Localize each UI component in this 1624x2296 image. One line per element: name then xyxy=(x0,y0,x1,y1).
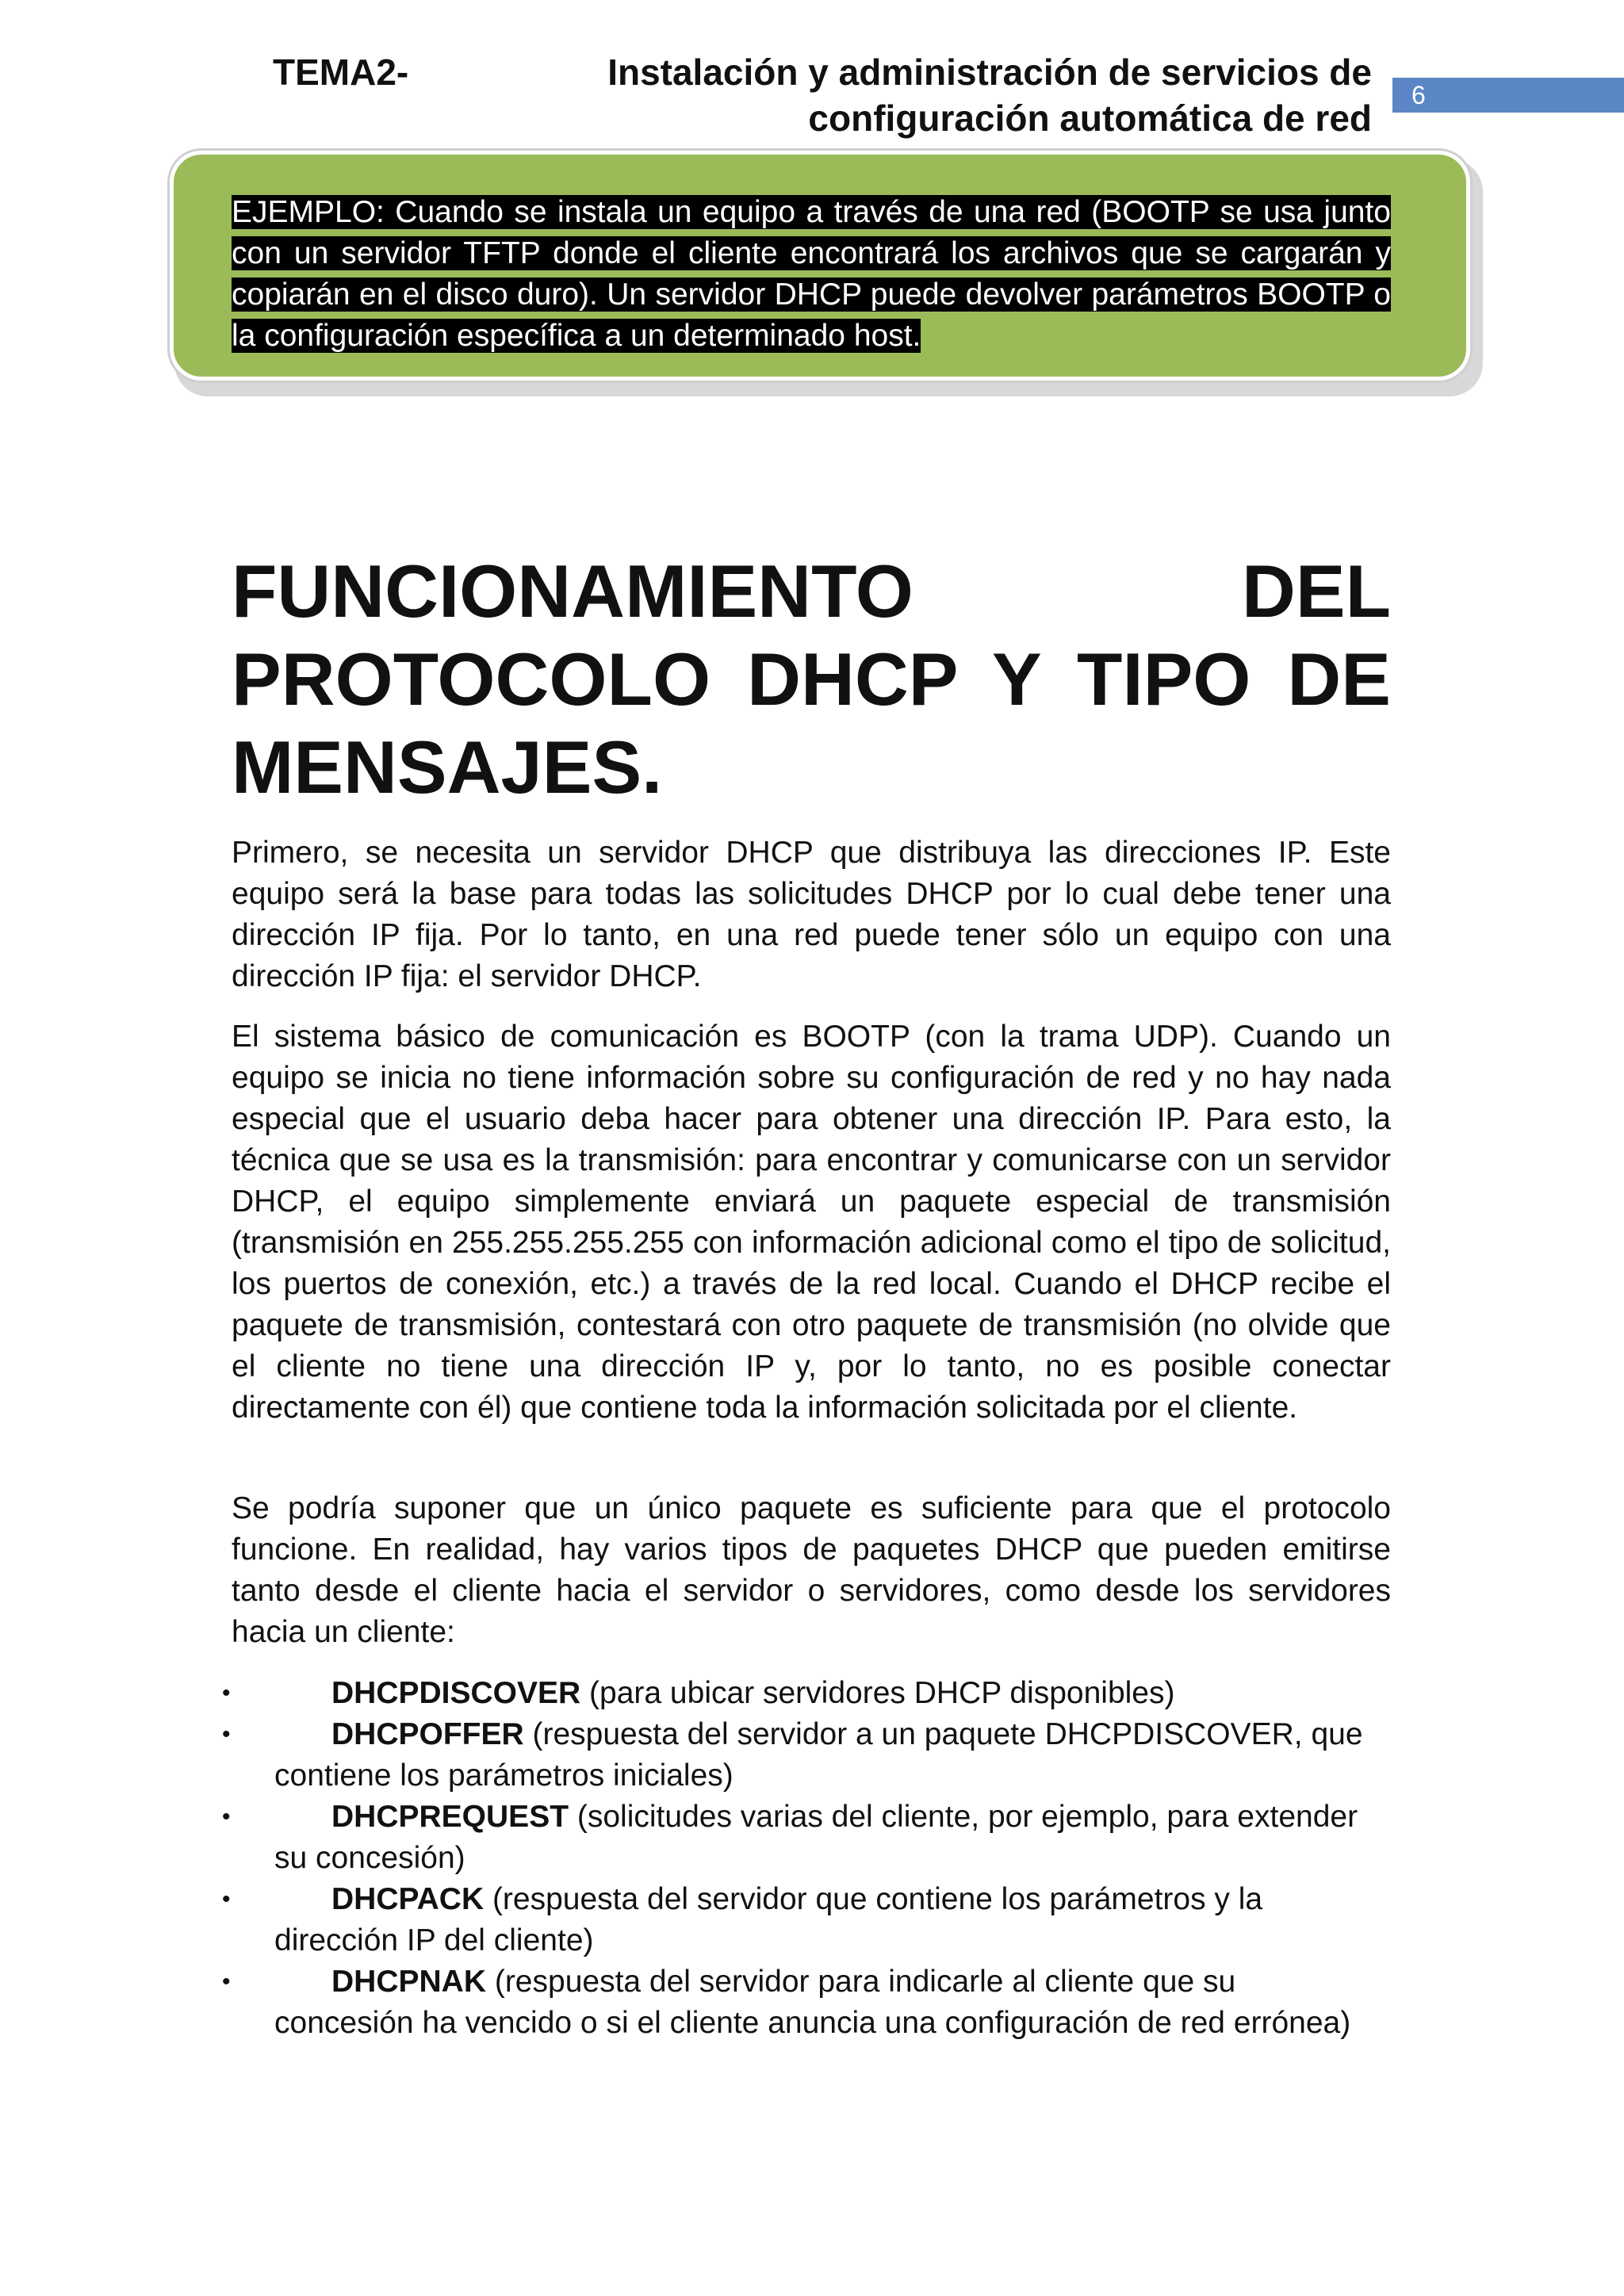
message-term: DHCPACK xyxy=(331,1882,485,1916)
example-callout-text xyxy=(232,192,1391,357)
section-title-line-1: FUNCIONAMIENTO DEL xyxy=(232,549,1391,633)
list-item xyxy=(222,1714,1380,1797)
paragraph-dhcp-server: Primero, se necesita un servidor DHCP que distribuya las direcciones IP. Este equipo será la base para todas las solicitudes DHCP por lo cual debe tener una dirección IP fija. Por lo tanto, en una red puede tener sólo un equipo con una dirección IP fija: el servidor DHCP. xyxy=(232,836,1391,993)
list-item xyxy=(222,1961,1380,2044)
example-callout-body: EJEMPLO: Cuando se instala un equipo a través de una red (BOOTP se usa junto con un servidor TFTP donde el cliente encontrará los archivos que se cargarán y copiarán en el disco duro). Un servidor DHCP puede devolver parámetros BOOTP o la configuración específica a un determinado host xyxy=(232,195,1391,353)
list-item xyxy=(222,1673,1380,1714)
example-callout-end-mark: . xyxy=(912,319,921,353)
message-term: DHCPNAK xyxy=(331,1965,486,1999)
header-title xyxy=(492,49,1372,141)
message-term: DHCPREQUEST xyxy=(331,1800,569,1834)
message-term: DHCPOFFER xyxy=(331,1717,524,1751)
message-description: (respuesta del servidor para indicarle al cliente que su concesión ha vencido o si el cliente anuncia una configuración de red errónea) xyxy=(274,1965,1351,2040)
page-number: 6 xyxy=(1411,81,1426,109)
header-title-line-2: configuración automática de red xyxy=(808,98,1372,139)
list-item xyxy=(222,1797,1380,1879)
paragraph-packet-types: Se podría suponer que un único paquete es suficiente para que el protocolo funcione. En realidad, hay varios tipos de paquetes DHCP que pueden emitirse tanto desde el cliente hacia el servidor o servidores, como desde los servidores hacia un cliente: xyxy=(232,1491,1391,1649)
message-description: (solicitudes varias del cliente, por ejemplo, para extender su concesión) xyxy=(274,1800,1358,1875)
dhcp-message-list xyxy=(222,1673,1380,2044)
bullet-icon: • xyxy=(222,1969,231,1995)
page-number-tab xyxy=(1392,78,1624,113)
section-title-line-3: MENSAJES. xyxy=(232,725,663,809)
message-description: (respuesta del servidor que contiene los parámetros y la dirección IP del cliente) xyxy=(274,1882,1263,1957)
message-description: (respuesta del servidor a un paquete DHCPDISCOVER, que contiene los parámetros iniciales) xyxy=(274,1717,1363,1793)
paragraph-bootp-communication: El sistema básico de comunicación es BOOTP (con la trama UDP). Cuando un equipo se inicia no tiene información sobre su configuración de red y no hay nada especial que el usuario deba hacer para obtener una dirección IP. Para esto, la técnica que se usa es la transmisión: para encontrar y comunicarse con un servidor DHCP, el equipo simplemente enviará un paquete especial de transmisión (transmisión en 255.255.255.255 con información adicional como el tipo de solicitud, los puertos de conexión, etc.) a través de la red local. Cuando el DHCP recibe el paquete de transmisión, contestará con otro paquete de transmisión (no olvide que el cliente no tiene una dirección IP y, por lo tanto, no es posible conectar directamente con él) que contiene toda la información solicitada por el cliente. xyxy=(232,1020,1391,1425)
section-title xyxy=(232,547,1391,811)
list-item xyxy=(222,1879,1380,1961)
header-title-line-1: Instalación y administración de servicios de xyxy=(607,52,1372,93)
section-title-line-2: PROTOCOLO DHCP Y TIPO DE xyxy=(232,637,1391,721)
header-topic: TEMA2- xyxy=(273,52,409,93)
bullet-icon: • xyxy=(222,1721,231,1747)
message-description: (para ubicar servidores DHCP disponibles) xyxy=(580,1676,1175,1710)
bullet-icon: • xyxy=(222,1886,231,1912)
message-term: DHCPDISCOVER xyxy=(331,1676,581,1710)
bullet-icon: • xyxy=(222,1804,231,1830)
bullet-icon: • xyxy=(222,1680,231,1706)
